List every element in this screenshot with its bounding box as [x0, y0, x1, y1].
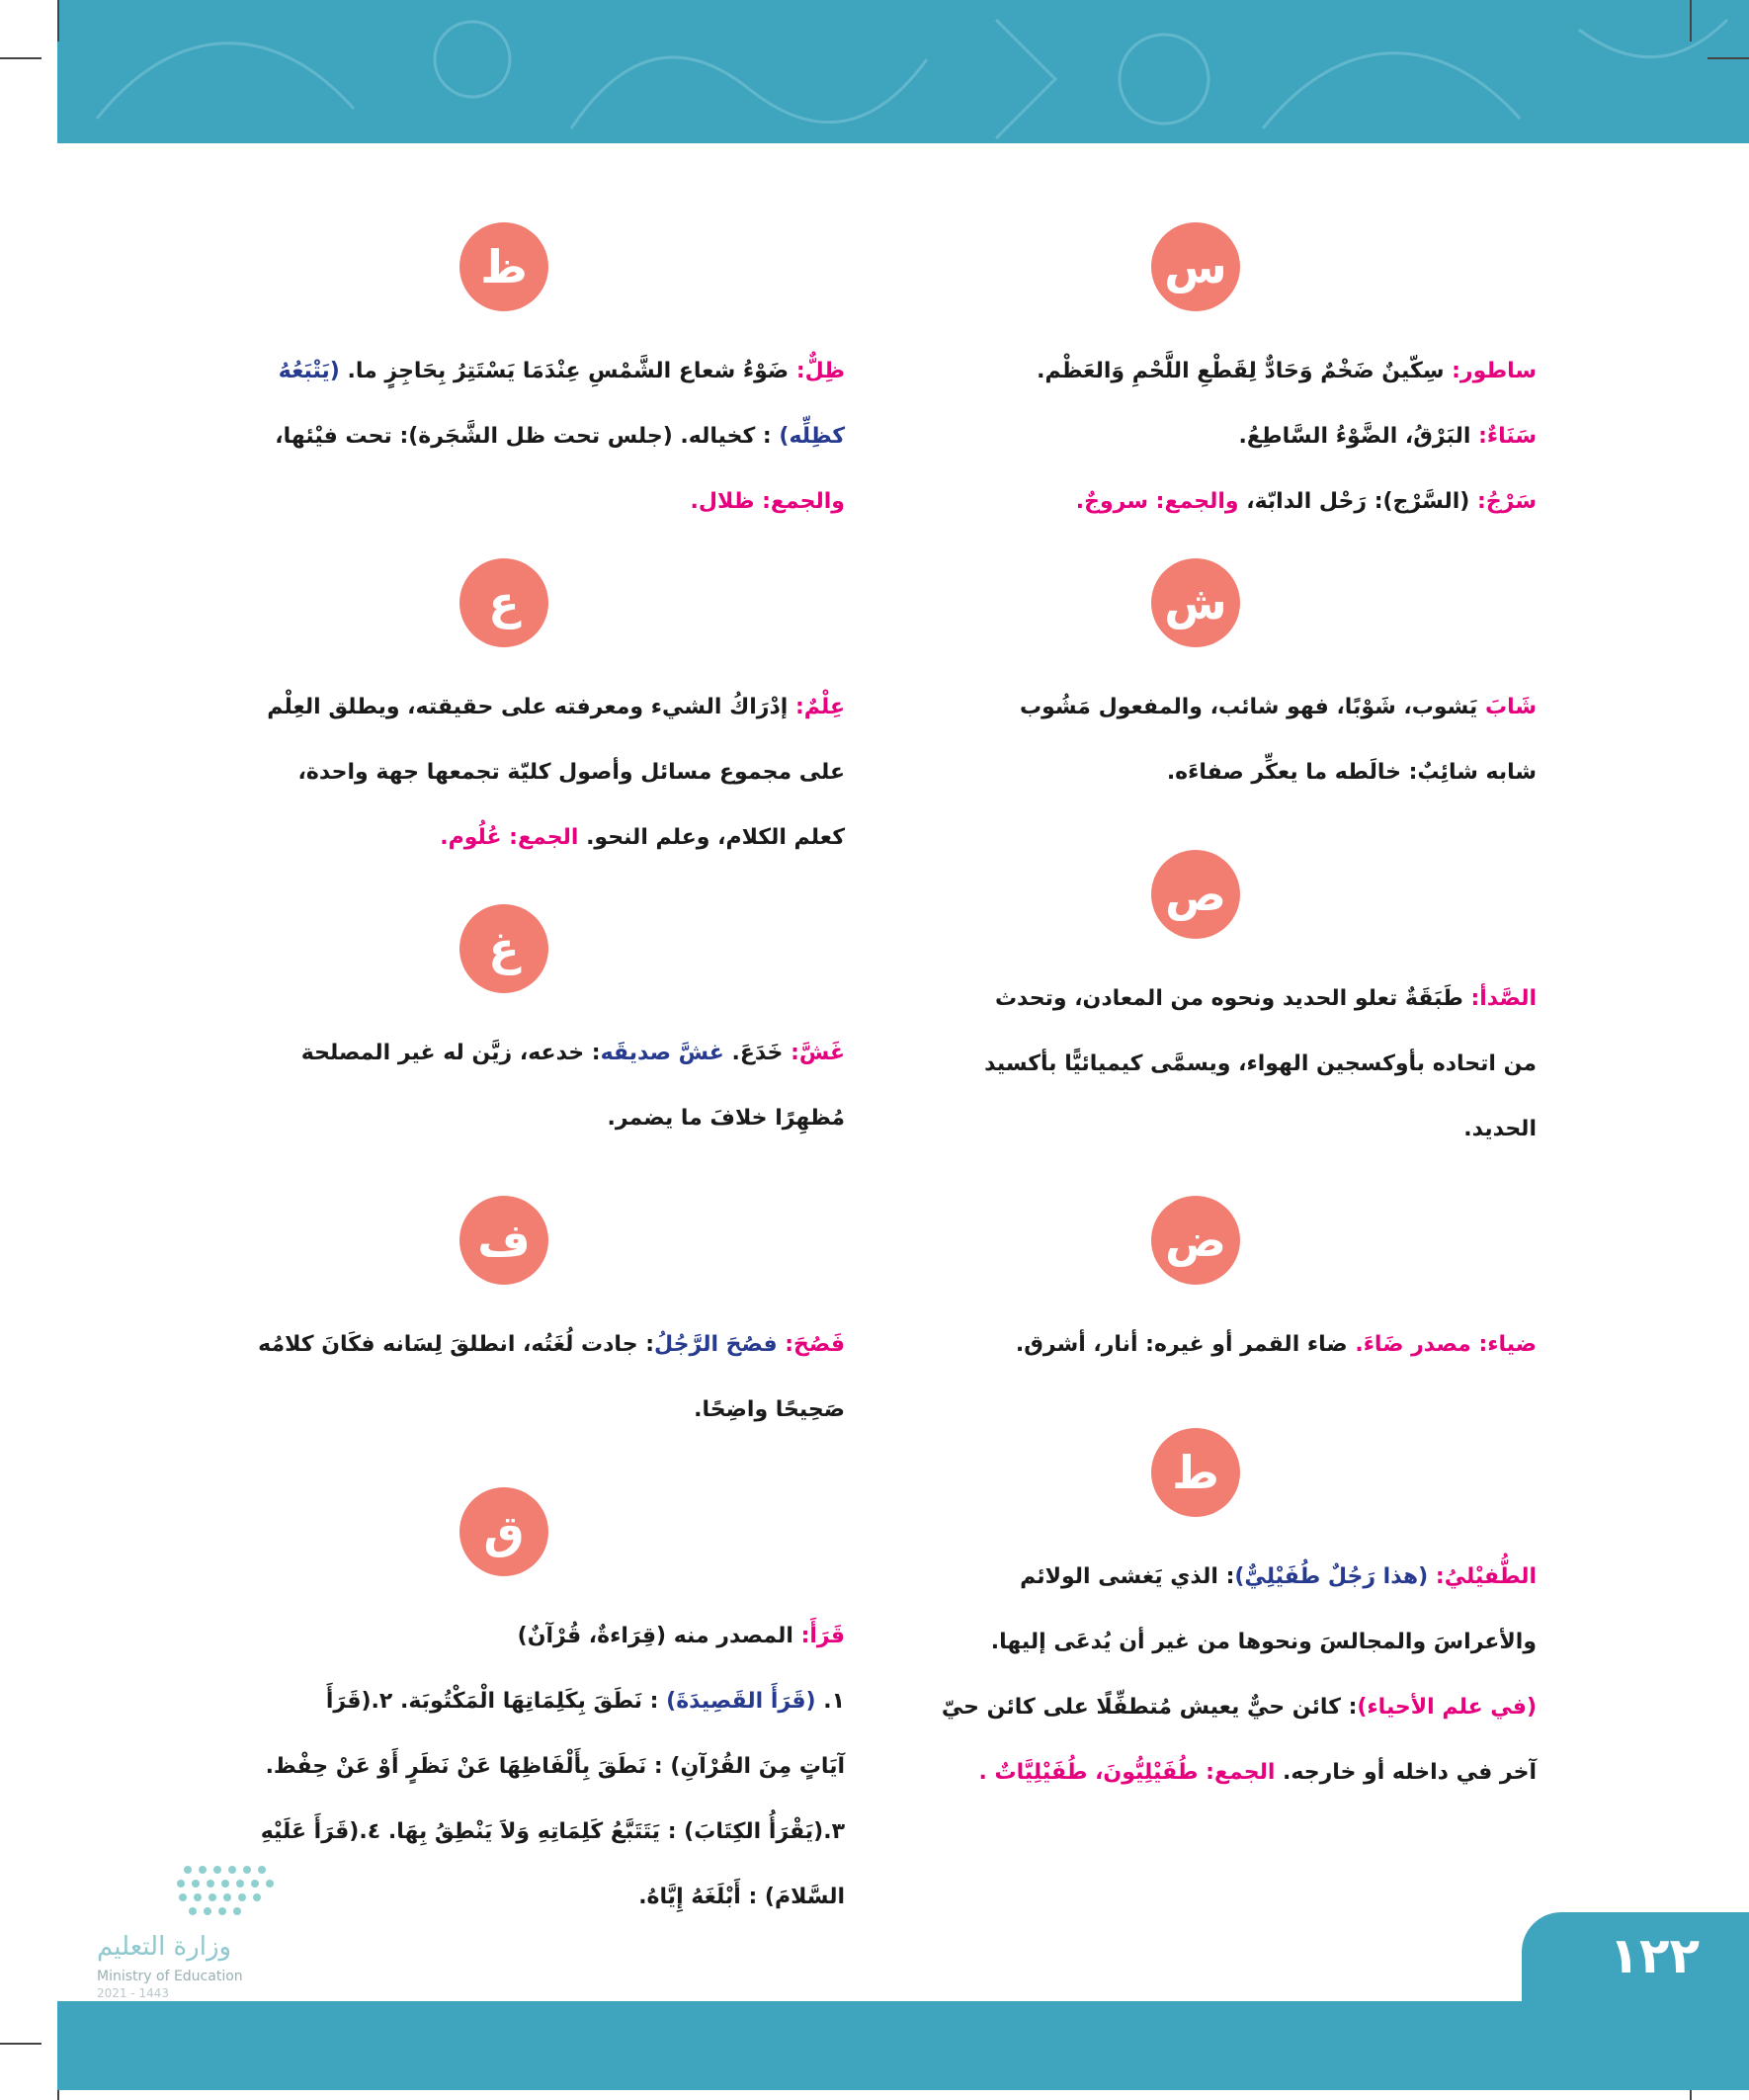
entry-line	[855, 1032, 1537, 1097]
definition-text: الحديد.	[1463, 1117, 1537, 1141]
definition-text: سِكّينٌ ضَخْمٌ وَحَادٌّ لِقَطْعِ اللَّحْمِ وَالعَظْم.	[1037, 359, 1445, 383]
example-text: غشَّ صديقَه	[600, 1041, 724, 1065]
term-text: الصَّدأ:	[1462, 986, 1537, 1011]
definition-text: على مجموع مسائل وأصول كليّة تجمعها جهة واحدة،	[297, 760, 845, 785]
definition-text: البَرْقُ، الضَّوْءُ السَّاطِعُ.	[1238, 424, 1471, 449]
entry-text	[163, 1312, 845, 1443]
crop-mark	[57, 0, 59, 42]
entry-line	[855, 1312, 1537, 1378]
entry-zaa	[163, 222, 845, 535]
entry-line	[163, 1669, 845, 1734]
definition-text: كعلم الكلام، وعلم النحو.	[578, 825, 845, 850]
letter-badge: ض	[1151, 1196, 1240, 1285]
definition-text: يَشوب، شَوْبًا، فهو شائب، والمفعول مَشُوب	[1020, 695, 1478, 719]
letter-badge: س	[1151, 222, 1240, 311]
letter-badge: ق	[459, 1487, 548, 1576]
entry-text	[855, 675, 1537, 805]
definition-text: طَبَقَةٌ تعلو الحديد ونحوه من المعادن، وتحدث	[994, 986, 1463, 1011]
term-text: والجمع: ظلال.	[690, 489, 845, 514]
definition-text: : كخياله. (جلس تحت ظل الشَّجَرة): تحت فيْئها،	[275, 424, 780, 449]
term-text: ساطور:	[1444, 359, 1537, 383]
term-text: ظِلٌّ:	[789, 359, 845, 383]
entry-daad	[855, 1196, 1537, 1378]
definition-text: من اتحاده بأوكسجين الهواء، ويسمَّى كيميائيًّا بأكسيد	[984, 1051, 1537, 1076]
example-text: (قَرَأَ القَصِيدَةَ)	[666, 1689, 816, 1714]
letter-badge: ف	[459, 1196, 548, 1285]
entry-line	[855, 1610, 1537, 1675]
definition-text: ضَوْءُ شعاع الشَّمْسِ عِنْدَمَا يَسْتَتِرُ بِحَاجِزٍ ما.	[339, 359, 790, 383]
letter-badge: غ	[459, 904, 548, 993]
example-text: كظِلِّه)	[779, 424, 845, 449]
definition-text: مُظهِرًا خلافَ ما يضمر.	[607, 1106, 845, 1131]
header-band	[57, 0, 1749, 143]
crop-mark	[0, 57, 42, 59]
entry-saad	[855, 850, 1537, 1162]
entry-line	[163, 1800, 845, 1865]
entry-ghain	[163, 904, 845, 1151]
term-text: قَرَأَ:	[792, 1624, 845, 1648]
entry-line	[855, 1097, 1537, 1162]
entry-text	[163, 339, 845, 535]
entry-line	[855, 966, 1537, 1032]
entry-line	[855, 1740, 1537, 1806]
definition-text: آيَاتٍ مِنَ القُرْآنِ) : نَطَقَ بِأَلْفَاظِهَا عَنْ نَظَرٍ أَوْ عَنْ حِفْظ.	[265, 1754, 845, 1779]
entry-line	[855, 339, 1537, 404]
definition-text: شابه شائِبٌ: خالَطه ما يعكِّر صفاءَه.	[1166, 760, 1537, 785]
ministry-name-ar: وزارة التعليم	[97, 1932, 232, 1962]
entry-sheen	[855, 558, 1537, 805]
crop-mark	[0, 2043, 42, 2045]
entry-text	[855, 339, 1537, 535]
entry-line	[163, 740, 845, 805]
entry-line	[163, 1604, 845, 1669]
entry-text	[855, 966, 1537, 1162]
letter-badge: ص	[1151, 850, 1240, 939]
example-text: (يَتْبَعُهُ	[278, 359, 340, 383]
entry-line	[163, 1734, 845, 1800]
entry-line	[163, 1378, 845, 1443]
example-text: فصُحَ الرَّجُلُ	[654, 1332, 778, 1357]
definition-text: والأعراسَ والمجالسَ ونحوها من غير أن يُدعَى إليها.	[990, 1630, 1537, 1654]
entry-seen	[855, 222, 1537, 535]
page-number: ١٢٢	[1609, 1927, 1700, 1984]
entry-line	[163, 675, 845, 740]
term-text: الطُّفيْليُ:	[1428, 1564, 1537, 1589]
entry-line	[163, 339, 845, 404]
term-text: الجمع: عُلُوم.	[440, 825, 579, 850]
definition-text: ٣.(يَقْرَأُ الكِتَابَ) : يَتَتَبَّعُ كَلِمَاتِهِ وَلاَ يَنْطِقُ بِهَا. ٤.(قَرَأَ عَلَيْهِ	[260, 1819, 845, 1844]
definition-text: ١.	[815, 1689, 845, 1714]
term-text: شَابَ	[1477, 695, 1537, 719]
term-text: ضياء: مصدر ضَاءَ.	[1347, 1332, 1537, 1357]
term-text: سَرْجُ:	[1469, 489, 1537, 514]
entry-line	[163, 1021, 845, 1086]
entry-line	[163, 404, 845, 469]
footer-band	[57, 2001, 1749, 2090]
entry-line	[855, 404, 1537, 469]
term-text: سَنَاءٌ:	[1470, 424, 1537, 449]
entry-text	[163, 675, 845, 871]
entry-line	[855, 1675, 1537, 1740]
definition-text: ضاء القمر أو غيره: أنار، أشرق.	[1015, 1332, 1348, 1357]
crop-mark	[1707, 57, 1749, 59]
term-text: الجمع: طُفَيْلِيُّونَ، طُفَيْلِيَّاتٌ .	[978, 1760, 1276, 1785]
definition-text: : كائن حيٌّ يعيش مُتطفِّلًا على كائن حيّ	[941, 1695, 1358, 1720]
definition-text: : جادت لُغَتُه، انطلقَ لِسَانه فكَانَ كلامُه	[258, 1332, 655, 1357]
entry-line	[855, 469, 1537, 535]
term-text: غَشَّ:	[783, 1041, 845, 1065]
crop-mark	[1690, 0, 1692, 42]
definition-text: : خدعه، زيَّن له غير المصلحة	[300, 1041, 601, 1065]
entry-taa	[855, 1428, 1537, 1806]
term-text: والجمع: سروجٌ.	[1075, 489, 1239, 514]
entry-line	[163, 1086, 845, 1151]
letter-badge: ش	[1151, 558, 1240, 647]
ministry-year: 2021 - 1443	[97, 1986, 170, 2000]
letter-badge: ظ	[459, 222, 548, 311]
entry-text	[855, 1312, 1537, 1378]
header-pattern	[57, 0, 1749, 143]
term-text: فَصُحَ:	[777, 1332, 845, 1357]
definition-text: (السَّرْج): رَحْل الدابّة،	[1238, 489, 1470, 514]
letter-badge: ع	[459, 558, 548, 647]
entry-line	[163, 1312, 845, 1378]
entry-text	[855, 1545, 1537, 1806]
definition-text: المصدر منه (قِرَاءةٌ، قُرْآنٌ)	[517, 1624, 793, 1648]
definition-text: : نَطَقَ بِكَلِمَاتِهَا الْمَكْتُوبَة. ٢.(قَرَأَ	[325, 1689, 667, 1714]
definition-text: خَدَعَ.	[723, 1041, 784, 1065]
definition-text: السَّلامَ) : أَبْلَغَهُ إِيَّاهُ.	[638, 1885, 845, 1909]
entry-line	[855, 675, 1537, 740]
term-text: عِلْمٌ:	[788, 695, 845, 719]
entry-line	[163, 805, 845, 871]
entry-line	[163, 469, 845, 535]
entry-faa	[163, 1196, 845, 1443]
ministry-name-en: Ministry of Education	[97, 1969, 243, 1984]
definition-text: آخر في داخله أو خارجه.	[1275, 1760, 1537, 1785]
entry-text	[163, 1021, 845, 1151]
example-text: (هذا رَجُلٌ طُفَيْلِيٌّ)	[1234, 1564, 1429, 1589]
entry-line	[855, 1545, 1537, 1610]
term-text: (في علم الأحياء)	[1357, 1695, 1537, 1720]
letter-badge: ط	[1151, 1428, 1240, 1517]
definition-text: : الذي يَغشى الولائم	[1020, 1564, 1235, 1589]
entry-ain	[163, 558, 845, 871]
definition-text: صَحِيحًا واضِحًا.	[694, 1397, 845, 1422]
definition-text: إدْرَاكُ الشيء ومعرفته على حقيقته، ويطلق العِلْم	[267, 695, 789, 719]
entry-line	[855, 740, 1537, 805]
